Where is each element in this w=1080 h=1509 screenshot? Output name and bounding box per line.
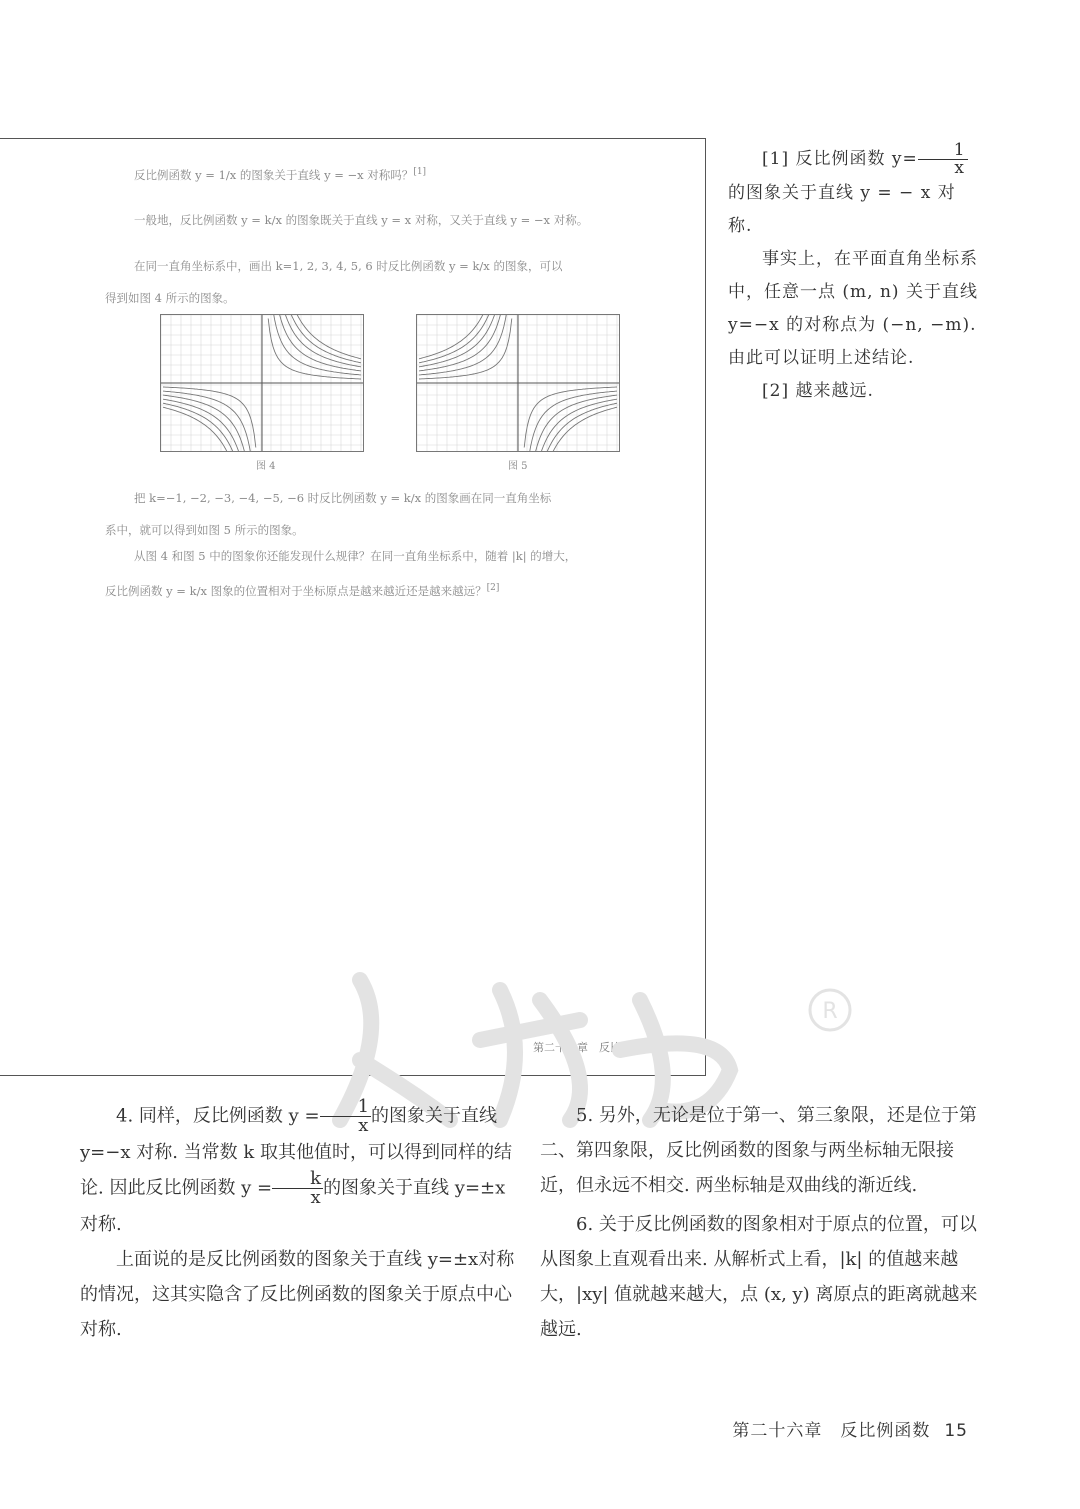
inset-line-2: 一般地，反比例函数 y = k/x 的图象既关于直线 y = x 对称，又关于直线 y = −x 对称。 <box>134 213 589 227</box>
figure-4-graph <box>161 315 363 451</box>
left-para-1: 4. 同样，反比例函数 y = $\frac{1}{x}$ 的图象关于直线 y=−x 对称. 当常数 k 取其他值时，可以得到同样的结论. 因此反比例函数 y = $\frac{k}{x}$ 的图象关于直线 y=±x 对称. <box>80 1096 512 1235</box>
fraction: $\frac{1}{x}$ <box>320 1098 371 1135</box>
side-notes <box>728 142 980 408</box>
side-note-2: [2] 越来越远. <box>762 381 874 401</box>
right-column <box>540 1098 980 1347</box>
side-note-1: [1] 反比例函数 y= $\frac{1}{x}$ 的图象关于直线 y = − x 对称. <box>728 140 966 236</box>
figure-5-caption: 图 5 <box>508 461 528 472</box>
inset-line-6: 系中，就可以得到如图 5 所示的图象。 <box>105 523 304 537</box>
page-number: 15 <box>944 1421 968 1441</box>
footnote-ref-1: [1] <box>413 167 427 177</box>
figure-5-graph <box>417 315 619 451</box>
inset-page-footer: 第二十六章 反比例函数 11 <box>533 1041 679 1054</box>
figure-4 <box>160 314 364 452</box>
svg-text:R: R <box>822 999 838 1024</box>
inset-line-5: 把 k=−1, −2, −3, −4, −5, −6 时反比例函数 y = k/x 的图象画在同一直角坐标 <box>134 491 552 505</box>
chapter-title: 第二十六章 反比例函数 <box>732 1421 931 1441</box>
fraction: $\frac{1}{x}$ <box>918 142 968 177</box>
side-note-1-para-2: 事实上，在平面直角坐标系中，任意一点 (m, n) 关于直线 y=−x 的对称点为 (−n, −m). 由此可以证明上述结论. <box>728 249 978 368</box>
figure-4-caption: 图 4 <box>256 461 276 472</box>
page-footer <box>732 1416 968 1441</box>
inset-line-7: 从图 4 和图 5 中的图象你还能发现什么规律？在同一直角坐标系中，随着 |k| 的增大， <box>134 549 577 563</box>
right-para-1: 5. 另外，无论是位于第一、第三象限，还是位于第二、第四象限，反比例函数的图象与两坐标轴无限接近，但永远不相交. 两坐标轴是双曲线的渐近线. <box>540 1105 977 1196</box>
inset-line-1: 反比例函数 y = 1/x 的图象关于直线 y = −x 对称吗？[1] <box>134 167 427 182</box>
footnote-ref-2: [2] <box>486 583 500 593</box>
right-para-2: 6. 关于反比例函数的图象相对于原点的位置，可以从图象上直观看出来. 从解析式上看，|k| 的值越来越大，|xy| 值就越来越大，点 (x, y) 离原点的距离就越来越远. <box>540 1214 978 1340</box>
fraction: $\frac{k}{x}$ <box>272 1170 323 1207</box>
inset-line-8: 反比例函数 y = k/x 图象的位置相对于坐标原点是越来越近还是越来越远？[2] <box>105 583 500 598</box>
inset-line-3: 在同一直角坐标系中，画出 k=1, 2, 3, 4, 5, 6 时反比例函数 y = k/x 的图象，可以 <box>134 259 563 273</box>
inset-page <box>0 138 706 1076</box>
figure-5 <box>416 314 620 452</box>
left-column <box>80 1098 520 1347</box>
inset-line-4: 得到如图 4 所示的图象。 <box>105 291 235 305</box>
left-para-2: 上面说的是反比例函数的图象关于直线 y=±x对称的情况，这其实隐含了反比例函数的图象关于原点中心对称. <box>80 1249 515 1340</box>
